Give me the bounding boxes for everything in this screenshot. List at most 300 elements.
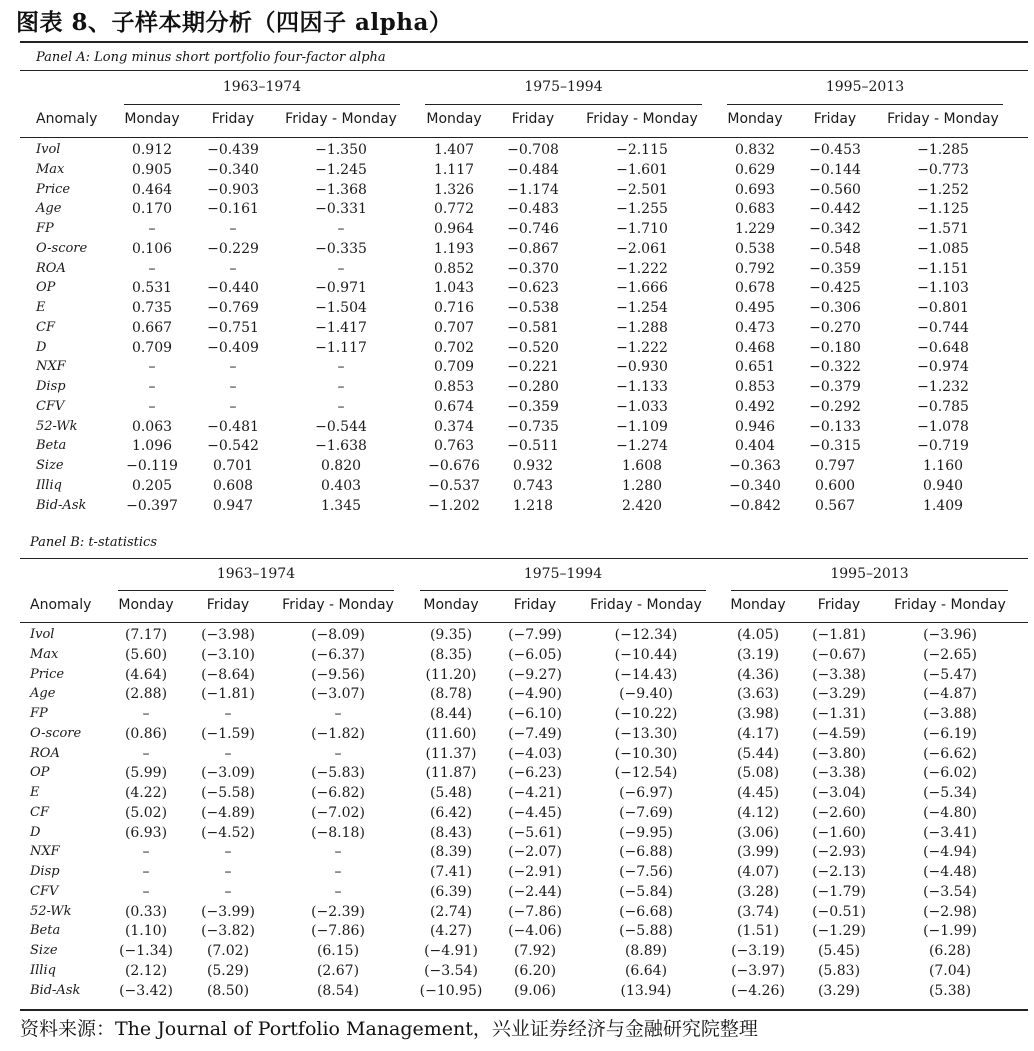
table-cell: (−7.86) xyxy=(508,903,562,920)
table-cell: 0.820 xyxy=(320,458,362,474)
period-underline xyxy=(731,590,1008,591)
table-cell: 0.772 xyxy=(433,201,475,218)
table-cell: −0.930 xyxy=(616,359,668,376)
table-cell: −0.442 xyxy=(809,201,861,218)
table-cell: −1.103 xyxy=(917,280,969,297)
table-cell: −0.746 xyxy=(507,221,559,237)
anomaly-name: Size xyxy=(30,943,58,958)
table-cell: −0.331 xyxy=(315,201,367,218)
table-cell: −0.363 xyxy=(729,458,781,474)
table-cell: −0.315 xyxy=(809,438,861,455)
table-cell: (4.45) xyxy=(736,785,780,801)
anomaly-name: ROA xyxy=(30,745,60,761)
table-cell: – xyxy=(337,379,345,395)
table-cell: (6.42) xyxy=(429,804,473,821)
column-header: Friday - Monday xyxy=(894,597,1006,613)
table-cell: −0.144 xyxy=(809,161,861,178)
anomaly-name: FP xyxy=(36,221,54,236)
column-header: Monday xyxy=(423,597,479,613)
table-cell: −0.161 xyxy=(207,201,259,218)
table-cell: −0.971 xyxy=(315,280,367,297)
table-cell: −0.744 xyxy=(917,319,969,336)
table-cell: – xyxy=(334,883,342,900)
table-cell: (−1.31) xyxy=(812,706,866,722)
table-cell: (−4.06) xyxy=(508,923,562,940)
table-cell: (−8.18) xyxy=(311,824,365,841)
table-cell: 0.964 xyxy=(433,221,475,237)
table-cell: (−3.99) xyxy=(201,903,255,920)
table-cell: (−3.97) xyxy=(731,962,785,979)
table-cell: 0.651 xyxy=(734,359,776,376)
table-cell: −1.368 xyxy=(315,181,367,198)
table-cell: 0.707 xyxy=(433,319,475,336)
table-cell: (−9.95) xyxy=(619,824,673,841)
table-cell: (−4.52) xyxy=(201,824,255,841)
table-cell: (−2.13) xyxy=(812,864,866,880)
table-cell: – xyxy=(337,398,345,415)
table-cell: (5.60) xyxy=(124,646,168,663)
table-cell: (1.51) xyxy=(736,923,780,940)
table-cell: (8.35) xyxy=(429,646,473,663)
table-cell: −0.439 xyxy=(207,142,259,158)
table-cell: −0.974 xyxy=(917,359,969,376)
table-cell: (11.37) xyxy=(425,745,477,762)
column-header: Monday xyxy=(426,111,482,127)
anomaly-name: Ivol xyxy=(30,627,55,642)
table-cell: −0.270 xyxy=(809,319,861,336)
table-cell: (6.39) xyxy=(429,883,473,900)
table-cell: – xyxy=(229,398,237,415)
table-cell: 0.947 xyxy=(212,497,254,514)
table-cell: (−5.61) xyxy=(508,824,562,841)
anomaly-name: Age xyxy=(36,201,62,217)
table-cell: (−4.80) xyxy=(923,804,977,821)
table-cell: (4.64) xyxy=(124,666,168,683)
table-cell: 0.608 xyxy=(212,477,254,494)
anomaly-name: Bid-Ask xyxy=(30,982,81,998)
table-cell: −1.274 xyxy=(616,438,668,455)
table-cell: −1.571 xyxy=(917,221,969,237)
header-rule xyxy=(20,622,1028,623)
period-underline xyxy=(420,590,706,591)
table-cell: (−3.19) xyxy=(731,943,785,959)
table-cell: (−3.10) xyxy=(201,646,255,663)
table-cell: 1.229 xyxy=(734,221,776,237)
table-cell: −0.560 xyxy=(809,181,861,198)
table-cell: (−6.88) xyxy=(619,844,673,861)
table-cell: (−5.58) xyxy=(201,785,255,801)
table-cell: (−10.22) xyxy=(614,706,678,722)
table-cell: (3.29) xyxy=(817,982,861,999)
table-cell: −0.133 xyxy=(809,418,861,435)
table-cell: −0.581 xyxy=(507,319,559,336)
table-cell: (−2.07) xyxy=(508,844,562,861)
panel-a-top-rule xyxy=(20,70,1028,71)
anomaly-column-header: Anomaly xyxy=(36,111,98,127)
table-cell: (−5.47) xyxy=(923,666,977,683)
table-cell: −2.061 xyxy=(616,240,668,257)
table-cell: (−10.44) xyxy=(614,646,678,663)
table-cell: −1.285 xyxy=(917,142,969,158)
table-cell: −0.785 xyxy=(917,398,969,415)
table-cell: 0.743 xyxy=(512,477,554,494)
table-cell: 0.538 xyxy=(734,240,776,257)
table-cell: 0.683 xyxy=(734,201,776,218)
table-cell: −0.379 xyxy=(809,379,861,395)
table-cell: (−4.21) xyxy=(508,785,562,801)
table-cell: −0.425 xyxy=(809,280,861,297)
table-cell: −0.119 xyxy=(126,458,178,474)
table-cell: (−1.34) xyxy=(119,943,173,959)
table-cell: 0.709 xyxy=(131,339,173,356)
table-cell: (3.06) xyxy=(736,824,780,841)
table-cell: −2.501 xyxy=(616,181,668,198)
table-cell: 0.674 xyxy=(433,398,475,415)
table-cell: (−0.67) xyxy=(812,646,866,663)
table-cell: (1.10) xyxy=(124,923,168,940)
figure-title: 图表 8、子样本期分析（四因子 alpha） xyxy=(16,9,453,36)
table-cell: (−8.64) xyxy=(201,666,255,683)
table-cell: −0.322 xyxy=(809,359,861,376)
panel-b-top-rule xyxy=(20,558,1028,559)
anomaly-name: CF xyxy=(30,804,49,820)
table-cell: (−8.09) xyxy=(311,627,365,643)
column-header: Friday xyxy=(206,597,250,613)
column-header: Friday - Monday xyxy=(590,597,702,613)
table-cell: (−4.90) xyxy=(508,686,562,703)
table-cell: (−10.30) xyxy=(614,745,678,762)
table-cell: −0.221 xyxy=(507,359,559,376)
table-cell: (5.08) xyxy=(736,765,780,782)
anomaly-name: Max xyxy=(30,646,59,662)
anomaly-name: OP xyxy=(30,765,50,781)
table-cell: 1.160 xyxy=(922,458,964,474)
table-cell: (−14.43) xyxy=(614,666,678,683)
table-cell: (−5.83) xyxy=(311,765,365,782)
table-cell: −0.735 xyxy=(507,418,559,435)
table-cell: (−3.96) xyxy=(923,627,977,643)
anomaly-name: Disp xyxy=(30,864,60,879)
table-cell: (−6.62) xyxy=(923,745,977,762)
table-cell: 0.404 xyxy=(734,438,776,455)
table-cell: (−2.44) xyxy=(508,883,562,900)
table-cell: −0.719 xyxy=(917,438,969,455)
table-cell: (5.02) xyxy=(124,804,168,821)
table-cell: −1.638 xyxy=(315,438,367,455)
table-cell: 1.096 xyxy=(131,438,173,455)
table-cell: (−3.04) xyxy=(812,785,866,801)
anomaly-name: NXF xyxy=(30,844,60,860)
table-cell: (−1.82) xyxy=(311,725,365,742)
table-cell: (6.93) xyxy=(124,824,168,841)
table-cell: −1.255 xyxy=(616,201,668,218)
table-cell: −0.542 xyxy=(207,438,259,455)
table-cell: – xyxy=(224,883,232,900)
table-cell: −0.648 xyxy=(917,339,969,356)
table-cell: (3.74) xyxy=(736,903,780,920)
table-cell: 0.403 xyxy=(320,477,362,494)
table-cell: −0.801 xyxy=(917,300,969,316)
table-cell: (−7.99) xyxy=(508,627,562,643)
table-cell: −0.342 xyxy=(809,221,861,237)
table-cell: −0.544 xyxy=(315,418,367,435)
table-cell: 1.409 xyxy=(922,497,964,514)
table-cell: (−6.10) xyxy=(508,706,562,722)
anomaly-name: Illiq xyxy=(36,477,62,493)
table-cell: (4.27) xyxy=(429,923,473,940)
table-cell: – xyxy=(142,883,150,900)
table-cell: 0.464 xyxy=(131,181,173,198)
column-header: Monday xyxy=(727,111,783,127)
table-cell: 0.853 xyxy=(433,379,475,395)
anomaly-name: Beta xyxy=(30,923,61,939)
table-cell: (−3.07) xyxy=(311,686,365,703)
table-cell: (5.45) xyxy=(817,943,861,959)
table-cell: – xyxy=(334,706,342,722)
table-cell: – xyxy=(142,864,150,880)
table-cell: (8.89) xyxy=(624,943,668,959)
table-cell: (−4.59) xyxy=(812,725,866,742)
table-cell: (−7.69) xyxy=(619,804,673,821)
table-cell: 0.667 xyxy=(131,319,173,336)
table-cell: −0.440 xyxy=(207,280,259,297)
table-cell: (5.44) xyxy=(736,745,780,762)
table-cell: −0.292 xyxy=(809,398,861,415)
table-cell: −1.288 xyxy=(616,319,668,336)
bottom-rule xyxy=(20,1009,1028,1011)
table-cell: (11.60) xyxy=(425,725,477,742)
table-cell: 0.063 xyxy=(131,418,173,435)
table-cell: (11.87) xyxy=(425,765,477,782)
table-cell: −1.222 xyxy=(616,260,668,277)
table-cell: (−1.99) xyxy=(923,923,977,940)
table-cell: 0.495 xyxy=(734,300,776,316)
table-cell: (5.83) xyxy=(817,962,861,979)
table-cell: (8.44) xyxy=(429,706,473,722)
table-cell: 1.608 xyxy=(621,458,663,474)
table-cell: −1.666 xyxy=(616,280,668,297)
period-underline xyxy=(727,104,1003,105)
table-cell: (13.94) xyxy=(620,982,672,999)
table-cell: (4.07) xyxy=(736,864,780,880)
table-cell: −1.202 xyxy=(428,497,480,514)
table-cell: −2.115 xyxy=(616,142,668,158)
table-cell: 1.345 xyxy=(320,497,362,514)
table-cell: (−9.27) xyxy=(508,666,562,683)
table-cell: −1.417 xyxy=(315,319,367,336)
table-cell: (−0.51) xyxy=(812,903,866,920)
table-cell: −0.769 xyxy=(207,300,259,316)
table-cell: 0.374 xyxy=(433,418,475,435)
table-cell: (5.29) xyxy=(206,962,250,979)
table-cell: (−7.56) xyxy=(619,864,673,880)
table-cell: (6.15) xyxy=(316,943,360,959)
table-cell: – xyxy=(148,221,156,237)
anomaly-name: D xyxy=(36,339,47,355)
table-cell: (−3.41) xyxy=(923,824,977,841)
table-cell: (−6.68) xyxy=(619,903,673,920)
table-cell: (9.06) xyxy=(513,982,557,999)
table-cell: – xyxy=(337,221,345,237)
title-rule xyxy=(20,41,1028,43)
table-cell: −1.252 xyxy=(917,181,969,198)
period-header: 1995–2013 xyxy=(830,566,909,582)
table-cell: (−1.81) xyxy=(201,686,255,703)
table-cell: (11.20) xyxy=(425,666,477,683)
table-cell: (−2.65) xyxy=(923,646,977,663)
table-cell: – xyxy=(229,379,237,395)
anomaly-name: CF xyxy=(36,319,55,335)
table-cell: (4.12) xyxy=(736,804,780,821)
table-cell: (−7.49) xyxy=(508,725,562,742)
table-cell: 0.797 xyxy=(814,458,856,474)
table-cell: (8.43) xyxy=(429,824,473,841)
anomaly-name: CFV xyxy=(36,398,65,414)
table-cell: (8.39) xyxy=(429,844,473,861)
anomaly-name: O-score xyxy=(30,725,82,741)
table-cell: (−2.39) xyxy=(311,903,365,920)
table-cell: (7.92) xyxy=(513,943,557,959)
table-cell: (8.50) xyxy=(206,982,250,999)
anomaly-name: O-score xyxy=(36,240,88,256)
table-cell: (−6.82) xyxy=(311,785,365,801)
table-cell: −1.245 xyxy=(315,161,367,178)
table-cell: 0.763 xyxy=(433,438,475,455)
period-header: 1995–2013 xyxy=(825,79,905,95)
table-cell: −0.359 xyxy=(809,260,861,277)
table-cell: (5.48) xyxy=(429,785,473,801)
table-cell: (−6.05) xyxy=(508,646,562,663)
column-header: Friday xyxy=(513,597,557,613)
table-cell: (2.12) xyxy=(124,962,168,979)
column-header: Friday - Monday xyxy=(887,111,999,127)
table-cell: 1.043 xyxy=(433,280,475,297)
table-cell: (7.04) xyxy=(928,962,972,979)
table-cell: (3.28) xyxy=(736,883,780,900)
table-cell: (−10.95) xyxy=(419,982,483,999)
table-cell: −0.903 xyxy=(207,181,259,198)
column-header: Friday - Monday xyxy=(285,111,397,127)
table-cell: −0.481 xyxy=(207,418,259,435)
table-cell: – xyxy=(148,359,156,376)
table-cell: −0.180 xyxy=(809,339,861,356)
table-cell: 1.280 xyxy=(621,477,663,494)
table-cell: (7.17) xyxy=(124,627,168,643)
table-cell: 0.629 xyxy=(734,161,776,178)
period-underline xyxy=(118,590,394,591)
table-cell: – xyxy=(142,745,150,762)
table-cell: 0.468 xyxy=(734,339,776,356)
table-cell: (−4.26) xyxy=(731,982,785,999)
anomaly-name: Max xyxy=(36,161,65,177)
table-cell: (7.41) xyxy=(429,864,473,880)
table-cell: – xyxy=(334,864,342,880)
table-cell: (−4.48) xyxy=(923,864,977,880)
table-cell: (8.78) xyxy=(429,686,473,703)
table-cell: (−12.54) xyxy=(614,765,678,782)
table-cell: (−7.86) xyxy=(311,923,365,940)
table-cell: – xyxy=(148,379,156,395)
table-cell: (−3.80) xyxy=(812,745,866,762)
table-cell: −0.511 xyxy=(507,438,559,455)
table-cell: 0.932 xyxy=(512,458,554,474)
table-cell: 0.473 xyxy=(734,319,776,336)
table-cell: (−6.23) xyxy=(508,765,562,782)
table-cell: 1.407 xyxy=(433,142,475,158)
table-cell: (4.36) xyxy=(736,666,780,683)
table-cell: −0.537 xyxy=(428,477,480,494)
period-header: 1975–1994 xyxy=(523,566,603,582)
table-cell: 0.106 xyxy=(131,240,173,257)
table-cell: – xyxy=(224,864,232,880)
anomaly-name: E xyxy=(30,785,40,800)
anomaly-name: Disp xyxy=(36,379,66,394)
table-cell: 0.531 xyxy=(131,280,173,297)
table-cell: 0.853 xyxy=(734,379,776,395)
anomaly-name: Size xyxy=(36,458,64,473)
table-cell: (−2.91) xyxy=(508,864,562,880)
period-header: 1963–1974 xyxy=(216,566,296,582)
table-cell: −0.484 xyxy=(507,161,559,178)
table-cell: (−1.59) xyxy=(201,725,255,742)
table-cell: (−1.79) xyxy=(812,883,866,900)
table-cell: (−9.56) xyxy=(311,666,365,683)
table-cell: (−3.98) xyxy=(201,627,255,643)
anomaly-name: Illiq xyxy=(30,962,56,978)
anomaly-name: FP xyxy=(30,706,48,721)
column-header: Friday - Monday xyxy=(586,111,698,127)
table-cell: −0.409 xyxy=(207,339,259,356)
table-cell: −1.232 xyxy=(917,379,969,395)
table-cell: −0.229 xyxy=(207,240,259,257)
column-header: Monday xyxy=(118,597,174,613)
table-cell: 0.912 xyxy=(131,142,173,158)
table-cell: (−7.02) xyxy=(311,804,365,821)
table-cell: −1.151 xyxy=(917,260,969,277)
table-cell: 0.693 xyxy=(734,181,776,198)
table-cell: (−13.30) xyxy=(614,725,678,742)
table-cell: (−6.97) xyxy=(619,785,673,801)
table-cell: (2.74) xyxy=(429,903,473,920)
table-cell: – xyxy=(334,745,342,762)
table-cell: (−9.40) xyxy=(619,686,673,703)
table-cell: (−1.60) xyxy=(812,824,866,841)
table-cell: (2.67) xyxy=(316,962,360,979)
anomaly-name: 52-Wk xyxy=(36,418,78,434)
table-cell: (0.33) xyxy=(124,903,168,920)
header-rule xyxy=(20,137,1028,138)
table-cell: 0.170 xyxy=(131,201,173,218)
table-cell: −1.222 xyxy=(616,339,668,356)
table-cell: (4.17) xyxy=(736,725,780,742)
table-cell: (−2.60) xyxy=(812,804,866,821)
table-cell: (−4.45) xyxy=(508,804,562,821)
table-cell: 0.716 xyxy=(433,300,475,316)
table-cell: −1.504 xyxy=(315,300,367,316)
period-header: 1975–1994 xyxy=(524,79,603,95)
table-cell: – xyxy=(229,221,237,237)
table-cell: −0.335 xyxy=(315,240,367,257)
table-cell: – xyxy=(337,260,345,277)
column-header: Monday xyxy=(124,111,180,127)
table-cell: 0.709 xyxy=(433,359,475,376)
table-cell: – xyxy=(224,706,232,722)
period-header: 1963–1974 xyxy=(222,79,302,95)
table-cell: −1.174 xyxy=(507,181,559,198)
table-cell: (−3.29) xyxy=(812,686,866,703)
table-cell: (2.88) xyxy=(124,686,168,703)
column-header: Friday xyxy=(813,111,857,127)
